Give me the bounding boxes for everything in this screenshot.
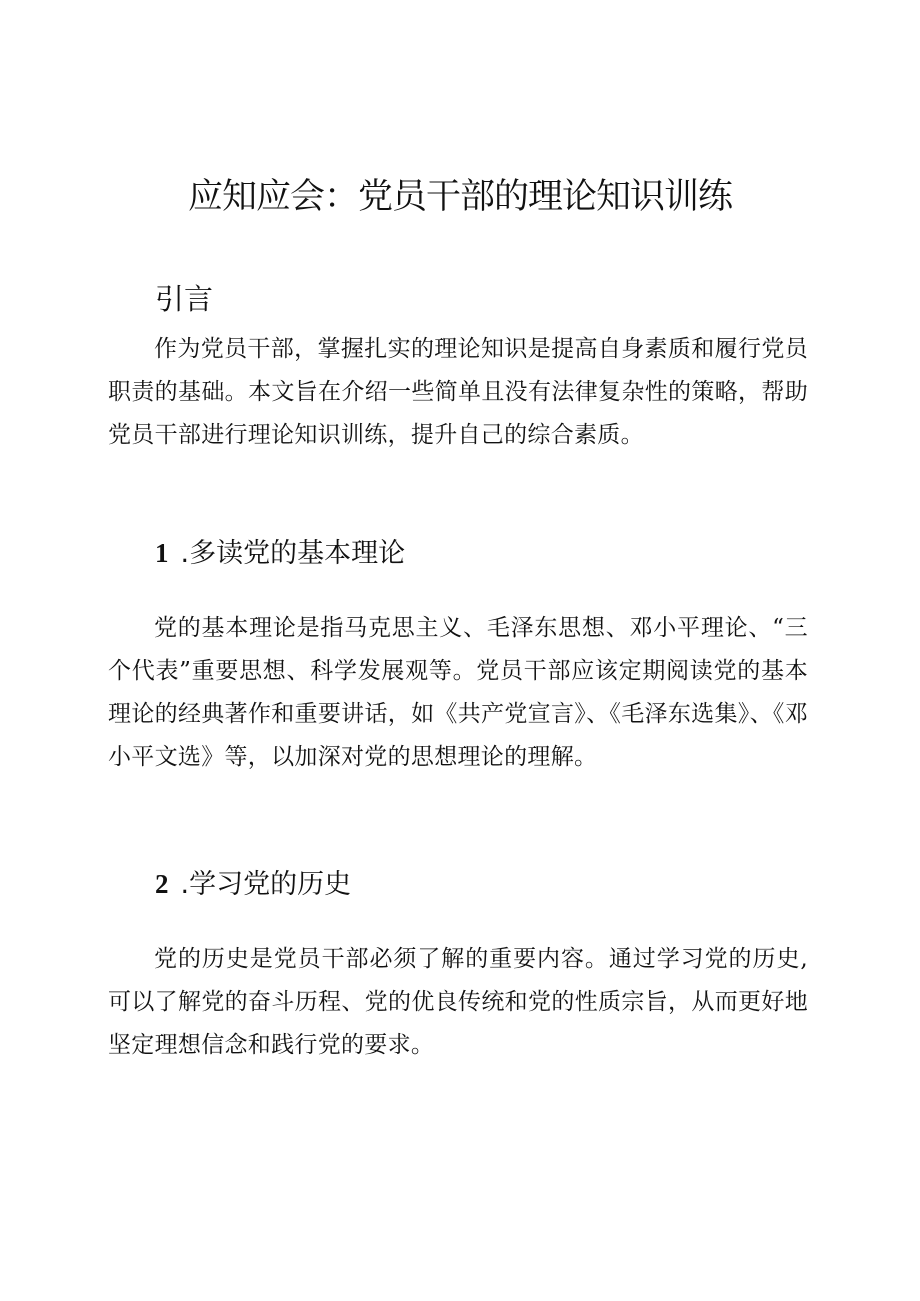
page-title: 应知应会：党员干部的理论知识训练: [187, 177, 732, 217]
section-paragraph-2: 党的历史是党员干部必须了解的重要内容。通过学习党的历史,可以了解党的奋斗历程、党的优良传统和党的性质宗旨，从而更好地坚定理想信念和践行党的要求。: [108, 946, 808, 1058]
section-number-1: 1: [155, 538, 169, 568]
section-title-2: .学习党的历史: [180, 869, 352, 900]
section-paragraph-1: 党的基本理论是指马克思主义、毛泽东思想、邓小平理论、“三个代表”重要思想、科学发展观等。党员干部应该定期阅读党的基本理论的经典著作和重要讲话，如《共产党宣言》、《毛泽东选集》、《邓小平文选》等，以加深对党的思想理论的理解。: [108, 615, 808, 770]
intro-paragraph: 作为党员干部，掌握扎实的理论知识是提高自身素质和履行党员职责的基础。本文旨在介绍一些简单且没有法律复杂性的策略，帮助党员干部进行理论知识训练，提升自己的综合素质。: [108, 336, 808, 448]
intro-heading: 引言: [155, 282, 214, 316]
section-heading-2: [155, 864, 351, 905]
section-heading-1: [155, 533, 405, 574]
section-number-2: 2: [155, 869, 169, 899]
section-title-1: .多读党的基本理论: [180, 538, 406, 569]
